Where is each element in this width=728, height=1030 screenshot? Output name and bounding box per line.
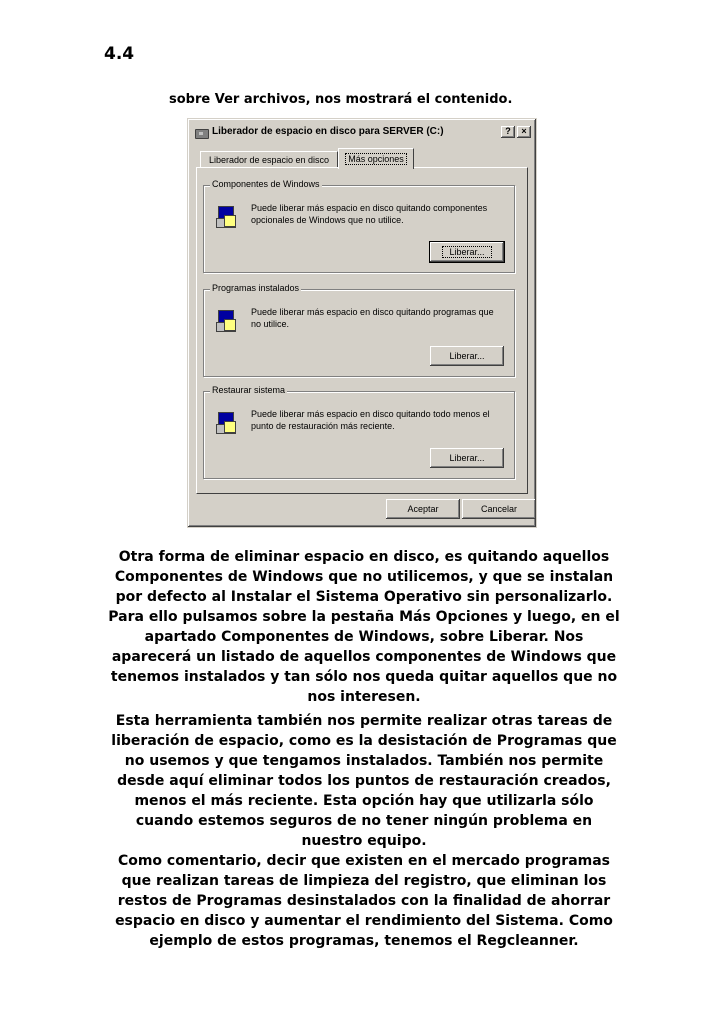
tab-more-options[interactable] — [338, 148, 414, 169]
paragraph: Otra forma de eliminar espacio en disco, es quitando aquellos Componentes de Windows que no utilicemos, y que se instalan por defecto al Instalar el Sistema Operativo sin personalizarlo. Para ello pulsamos sobre la pestaña Más Opciones y luego, en el apartado Componentes de Windows, sobre Liberar. Nos aparecerá un listado de aquellos componentes de Windows que tenemos instalados y tan sólo nos queda quitar aquellos que no nos interesen. — [108, 549, 620, 705]
group-description: Puede liberar más espacio en disco quitando componentes opcionales de Windows que no utilice. — [251, 203, 488, 225]
tab-disk-cleanup[interactable]: Liberador de espacio en disco — [200, 151, 338, 167]
dialog-titlebar — [191, 122, 533, 141]
disk-cleanup-dialog — [187, 118, 537, 528]
group-system-restore — [203, 385, 515, 479]
windows-components-icon — [216, 206, 236, 228]
tab-more-options-label: Más opciones — [345, 153, 407, 165]
cancel-button[interactable]: Cancelar — [462, 499, 536, 519]
ok-button[interactable]: Aceptar — [386, 499, 460, 519]
system-restore-icon — [216, 412, 236, 434]
group-label: Restaurar sistema — [212, 385, 286, 395]
dialog-title: Liberador de espacio en disco para SERVER (C:) — [212, 126, 444, 137]
button-label: Liberar... — [442, 246, 491, 258]
group-description: Puede liberar más espacio en disco quitando programas que no utilice. — [251, 307, 494, 329]
group-description: Puede liberar más espacio en disco quitando todo menos el punto de restauración más reciente. — [251, 409, 490, 431]
group-windows-components — [203, 179, 515, 273]
help-button[interactable]: ? — [501, 126, 515, 138]
intro-text: sobre Ver archivos, nos mostrará el contenido. — [169, 92, 513, 107]
section-number: 4.4 — [104, 44, 135, 64]
paragraph: Esta herramienta también nos permite realizar otras tareas de liberación de espacio, como es la desistación de Programas que no usemos y que tengamos instalados. También nos permite desde aquí eliminar todos los puntos de restauración creados, menos el más reciente. Esta opción hay que utilizarla sólo cuando estemos seguros de no tener ningún problema en nuestro equipo. — [111, 713, 617, 849]
group-installed-programs — [203, 283, 515, 377]
disk-cleanup-icon — [194, 125, 208, 139]
cleanup-restore-button[interactable]: Liberar... — [430, 448, 504, 468]
cleanup-programs-button[interactable]: Liberar... — [430, 346, 504, 366]
paragraph: Como comentario, decir que existen en el mercado programas que realizan tareas de limpieza del registro, que eliminan los restos de Programas desinstalados con la finalidad de ahorrar espacio en disco y aumentar el rendimiento del Sistema. Como ejemplo de estos programas, tenemos el Regcleanner. — [115, 853, 613, 949]
installed-programs-icon — [216, 310, 236, 332]
group-label: Programas instalados — [212, 283, 300, 293]
close-button[interactable]: × — [517, 126, 531, 138]
group-label: Componentes de Windows — [212, 179, 320, 189]
cleanup-windows-components-button[interactable] — [430, 242, 504, 262]
